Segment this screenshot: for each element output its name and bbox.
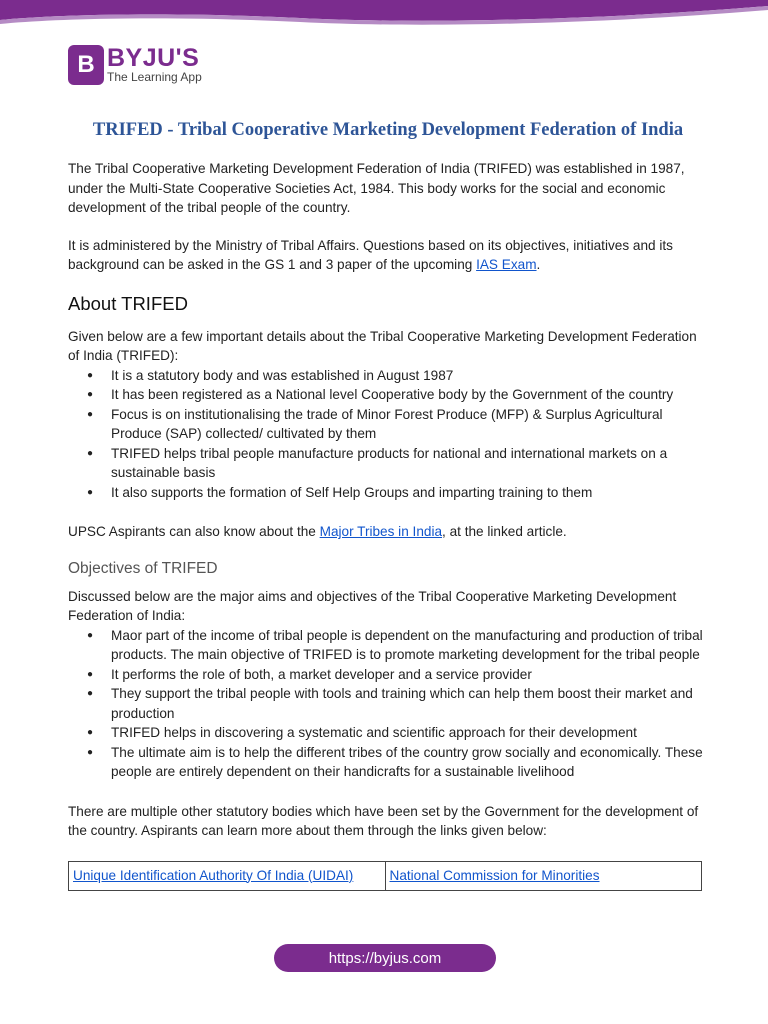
minorities-commission-link[interactable]: National Commission for Minorities — [389, 867, 600, 883]
list-item: ● Maor part of the income of tribal people is dependent on the manufacturing and production of tribal products. The main objective of TRIFED is to promote marketing development for the tribal people — [111, 626, 708, 665]
objectives-list — [68, 626, 708, 782]
intro-paragraph: The Tribal Cooperative Marketing Development Federation of India (TRIFED) was established in 1987, under the Multi-State Cooperative Societies Act, 1984. This body works for the social and economic development of the tribal people of the country. — [68, 161, 685, 215]
list-item: ● It performs the role of both, a market developer and a service provider — [111, 665, 708, 685]
list-item: ● TRIFED helps tribal people manufacture products for national and international markets on a sustainable basis — [111, 444, 708, 483]
list-item: ● It is a statutory body and was established in August 1987 — [111, 366, 708, 386]
brand-tagline: The Learning App — [107, 70, 202, 84]
about-heading: About TRIFED — [68, 292, 188, 314]
table-cell — [385, 861, 702, 890]
related-links-table — [68, 861, 702, 891]
about-lead: Given below are a few important details about the Tribal Cooperative Marketing Development Federation of India (TRIFED): — [68, 328, 697, 363]
about-list — [68, 366, 708, 503]
document-body — [68, 120, 708, 891]
uidai-link[interactable]: Unique Identification Authority Of India (UIDAI) — [73, 867, 354, 883]
table-row — [69, 861, 702, 890]
closing-paragraph: There are multiple other statutory bodies which have been set by the Government for the development of the country. Aspirants can learn more about them through the links given below: — [68, 803, 699, 838]
list-item: ● TRIFED helps in discovering a systematic and scientific approach for their development — [111, 723, 708, 743]
ias-exam-link[interactable]: IAS Exam — [476, 257, 537, 272]
major-tribes-link[interactable]: Major Tribes in India — [319, 524, 443, 539]
objectives-heading: Objectives of TRIFED — [68, 559, 218, 577]
objectives-lead: Discussed below are the major aims and objectives of the Tribal Cooperative Marketing Development Federation of India: — [68, 588, 677, 623]
table-cell — [69, 861, 386, 890]
brand-name: BYJU'S — [107, 44, 200, 72]
list-item: ● The ultimate aim is to help the different tribes of the country grow socially and economically. These people are entirely dependent on their handicrafts for a sustainable livelihood — [111, 743, 708, 782]
byjus-logo-icon: B — [68, 45, 104, 85]
footer-url-badge[interactable]: https://byjus.com — [274, 944, 496, 972]
list-item: ● It also supports the formation of Self Help Groups and imparting training to them — [111, 483, 708, 503]
byjus-logo — [68, 45, 202, 85]
list-item: ● It has been registered as a National level Cooperative body by the Government of the country — [111, 385, 708, 405]
administration-paragraph: It is administered by the Ministry of Tribal Affairs. Questions based on its objectives, initiatives and its background can be asked in the GS 1 and 3 paper of the upcoming IAS Exam. — [68, 237, 673, 272]
list-item: ● Focus is on institutionalising the trade of Minor Forest Produce (MFP) & Surplus Agricultural Produce (SAP) collected/ cultivated by them — [111, 405, 708, 444]
page-title: TRIFED - Tribal Cooperative Marketing Development Federation of India — [92, 120, 684, 140]
list-item: ● They support the tribal people with tools and training which can help them boost their market and production — [111, 684, 708, 723]
tribes-note: UPSC Aspirants can also know about the Major Tribes in India, at the linked article. — [68, 524, 567, 539]
decorative-top-wave — [0, 0, 768, 26]
